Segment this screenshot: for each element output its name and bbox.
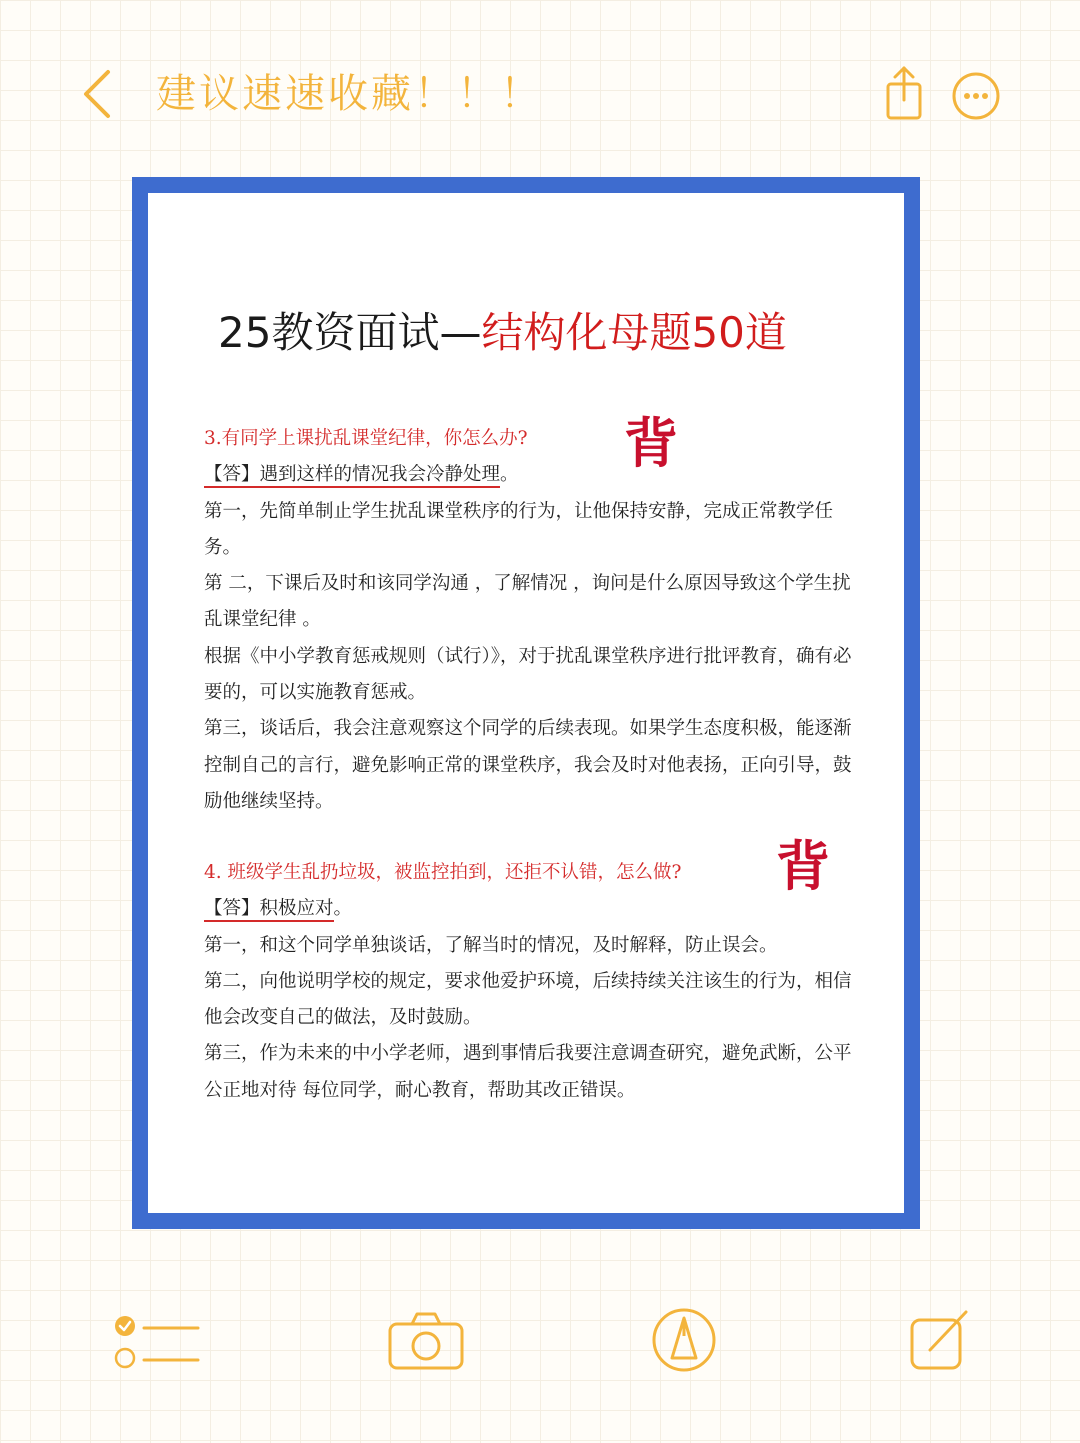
more-options-button[interactable] [950, 70, 1002, 122]
checklist-button[interactable] [110, 1310, 205, 1372]
camera-icon [386, 1308, 466, 1372]
memorize-stamp: 背 [776, 834, 830, 898]
answer-paragraph: 第三，谈话后，我会注意观察这个同学的后续表现。如果学生态度积极，能逐渐控制自己的言行，避免影响正常的课堂秩序，我会及时对他表扬，正向引导，鼓励他继续坚持。 [204, 718, 852, 812]
share-icon [880, 64, 928, 124]
answer-paragraph: 第二，向他说明学校的规定，要求他爱护环境，后续持续关注该生的行为，相信他会改变自己的做法，及时鼓励。 [204, 970, 852, 1029]
answer-label: 【答】 [204, 464, 260, 486]
answer-end: 。 [333, 898, 353, 920]
bottom-toolbar [0, 1280, 1080, 1400]
answer-paragraph: 第 二，下课后及时和该同学沟通 ，了解情况 ，询问是什么原因导致这个学生扰乱课堂纪律 。 [204, 573, 851, 631]
document-page [148, 193, 904, 1213]
document-title [218, 305, 868, 361]
answer-summary: 遇到这样的情况我会冷静处理 [259, 464, 501, 486]
answer-line [204, 891, 854, 927]
memorize-stamp: 背 [624, 411, 678, 475]
answer-paragraph: 第一，和这个同学单独谈话，了解当时的情况，及时解释，防止误会。 [204, 934, 778, 956]
compose-icon [908, 1306, 972, 1374]
checklist-icon [110, 1310, 205, 1372]
markup-button[interactable] [650, 1306, 718, 1374]
camera-button[interactable] [386, 1308, 466, 1372]
note-title: 建议速速收藏！！！ [156, 71, 543, 117]
markup-pen-icon [650, 1306, 718, 1374]
question-text: 3.有同学上课扰乱课堂纪律，你怎么办? [204, 428, 528, 449]
document-image-frame [132, 177, 920, 1229]
question-section [204, 855, 854, 1109]
answer-underlined [204, 464, 500, 488]
chevron-left-icon [72, 62, 132, 126]
compose-button[interactable] [908, 1306, 972, 1374]
answer-underlined [204, 898, 334, 922]
answer-label: 【答】 [204, 898, 260, 920]
share-button[interactable] [880, 64, 928, 124]
back-button[interactable] [72, 62, 132, 126]
title-red-part: 结构化母题50道 [481, 308, 787, 357]
question-text: 4. 班级学生乱扔垃圾，被监控拍到，还拒不认错，怎么做? [204, 862, 682, 883]
more-circle-icon [950, 70, 1002, 122]
answer-paragraph: 第三，作为未来的中小学老师，遇到事情后我要注意调查研究，避免武断，公平公正地对待 每位同学，耐心教育，帮助其改正错误。 [204, 1043, 852, 1101]
answer-summary: 积极应对 [259, 898, 334, 920]
answer-line [204, 457, 854, 493]
answer-paragraph: 第一，先简单制止学生扰乱课堂秩序的行为，让他保持安静，完成正常教学任务。 [204, 500, 834, 558]
answer-end: 。 [500, 464, 519, 486]
top-navigation-bar [0, 0, 1080, 190]
title-black-part: 25教资面试— [218, 308, 482, 357]
question-section [204, 421, 854, 820]
answer-paragraph: 根据《中小学教育惩戒规则（试行）》，对于扰乱课堂秩序进行批评教育，确有必要的，可以实施教育惩戒。 [204, 645, 852, 704]
